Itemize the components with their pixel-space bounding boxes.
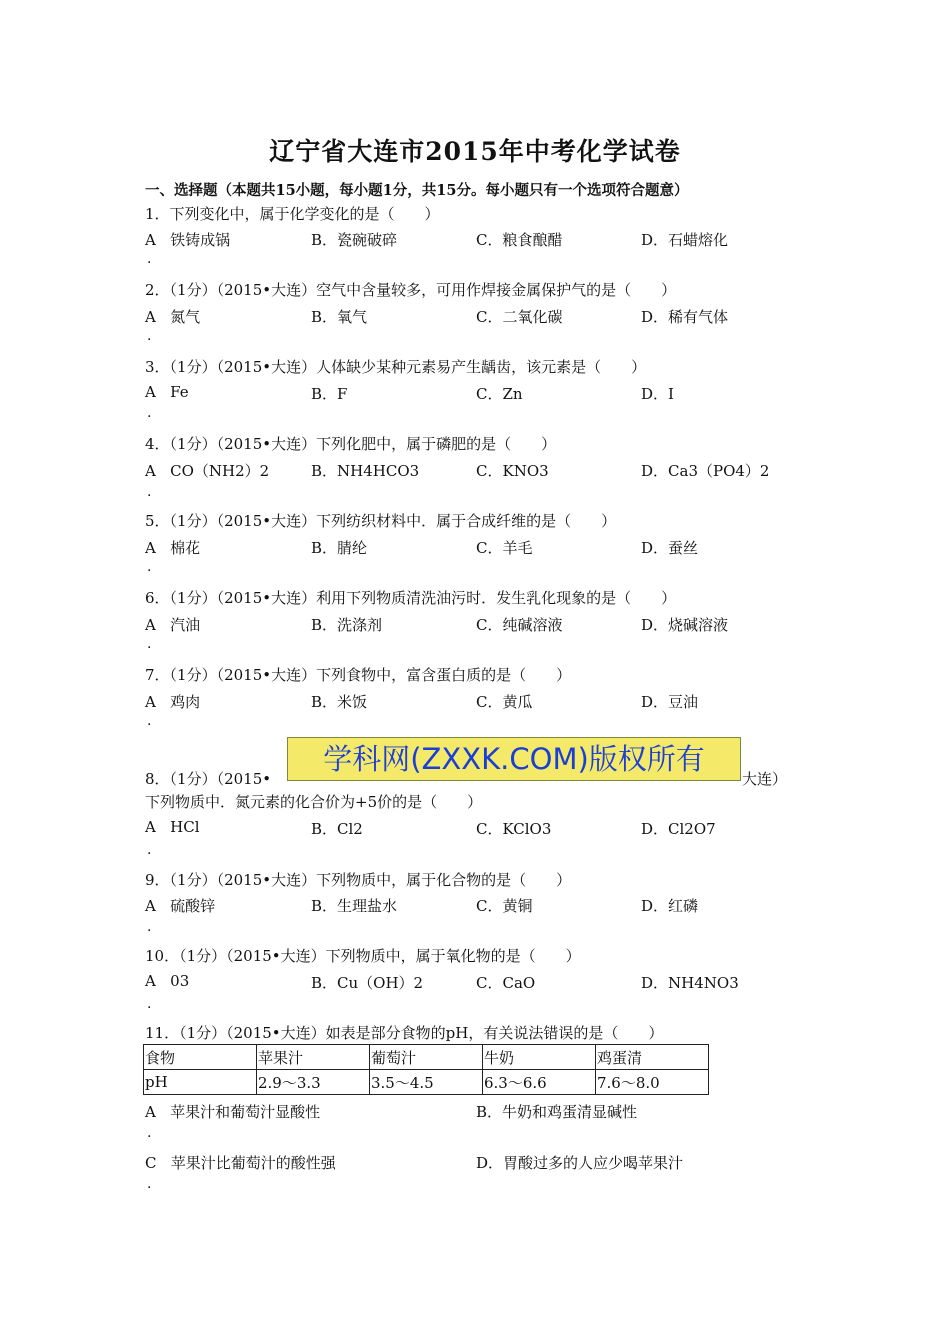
q4-option-a: A CO（NH2）2 (145, 462, 270, 480)
q1-dot: . (147, 251, 152, 267)
q10-option-a: A 03 (145, 972, 190, 990)
table-cell: 鸡蛋清 (596, 1045, 709, 1070)
q6-option-a: A 汽油 (145, 616, 201, 634)
q1-option-d: D．石蜡熔化 (641, 231, 729, 249)
question-6-stem: 6．（1分）（2015•大连）利用下列物质清洗油污时．发生乳化现象的是（ ） (145, 589, 677, 607)
watermark-banner: 学科网(ZXXK.COM)版权所有 (287, 737, 741, 781)
question-2-stem: 2．（1分）（2015•大连）空气中含量较多，可用作焊接金属保护气的是（ ） (145, 281, 677, 299)
q1-option-b: B．瓷碗破碎 (311, 231, 398, 249)
table-cell: 3.5～4.5 (370, 1070, 483, 1095)
q9-option-a: A 硫酸锌 (145, 897, 216, 915)
q9-dot: . (147, 919, 152, 935)
q8-option-a: A HCl (145, 818, 200, 836)
q10-dot: . (147, 996, 152, 1012)
q3-option-d: D．I (641, 385, 674, 403)
question-8-stem-start: 8．（1分）（2015• (145, 770, 272, 788)
q5-option-c: C．羊毛 (476, 539, 533, 557)
q9-option-d: D．红磷 (641, 897, 699, 915)
question-4-stem: 4．（1分）（2015•大连）下列化肥中，属于磷肥的是（ ） (145, 435, 557, 453)
q2-option-d: D．稀有气体 (641, 308, 729, 326)
question-8-stem-end: 大连） (742, 770, 788, 788)
q6-option-b: B．洗涤剂 (311, 616, 383, 634)
question-3-stem: 3．（1分）（2015•大连）人体缺少某种元素易产生龋齿，该元素是（ ） (145, 358, 647, 376)
q2-option-a: A 氮气 (145, 308, 201, 326)
q5-option-a: A 棉花 (145, 539, 201, 557)
q3-option-b: B．F (311, 385, 348, 403)
q6-option-c: C．纯碱溶液 (476, 616, 563, 634)
ph-table (143, 1044, 709, 1095)
table-cell: 2.9～3.3 (257, 1070, 370, 1095)
question-8-stem-line2: 下列物质中．氮元素的化合价为+5价的是（ ） (145, 793, 483, 811)
q1-option-c: C．粮食酿醋 (476, 231, 563, 249)
q2-option-b: B．氧气 (311, 308, 368, 326)
q4-option-d: D．Ca3（PO4）2 (641, 462, 770, 480)
q4-dot: . (147, 484, 152, 500)
table-cell: 苹果汁 (257, 1045, 370, 1070)
q5-dot: . (147, 559, 152, 575)
table-cell: 6.3～6.6 (483, 1070, 596, 1095)
page-title: 辽宁省大连市2015年中考化学试卷 (269, 137, 681, 166)
q11-dot-2: . (147, 1176, 152, 1192)
q10-option-b: B．Cu（OH）2 (311, 974, 424, 992)
q7-option-c: C．黄瓜 (476, 693, 533, 711)
q3-option-c: C．Zn (476, 385, 523, 403)
q2-option-c: C．二氧化碳 (476, 308, 563, 326)
q3-dot: . (147, 405, 152, 421)
q8-dot: . (147, 842, 152, 858)
table-cell: pH (144, 1070, 257, 1095)
question-11-stem: 11．（1分）（2015•大连）如表是部分食物的pH，有关说法错误的是（ ） (145, 1024, 664, 1042)
table-cell: 葡萄汁 (370, 1045, 483, 1070)
table-cell: 牛奶 (483, 1045, 596, 1070)
question-7-stem: 7．（1分）（2015•大连）下列食物中，富含蛋白质的是（ ） (145, 666, 572, 684)
q5-option-b: B．腈纶 (311, 539, 368, 557)
table-cell: 7.6～8.0 (596, 1070, 709, 1095)
q9-option-b: B．生理盐水 (311, 897, 398, 915)
q2-dot: . (147, 328, 152, 344)
section-heading: 一、选择题（本题共15小题，每小题1分，共15分。每小题只有一个选项符合题意） (145, 182, 689, 199)
q4-option-c: C．KNO3 (476, 462, 549, 480)
q6-option-d: D．烧碱溶液 (641, 616, 729, 634)
question-10-stem: 10．（1分）（2015•大连）下列物质中，属于氧化物的是（ ） (145, 947, 581, 965)
ph-table-value-row (144, 1070, 709, 1095)
q7-option-d: D．豆油 (641, 693, 699, 711)
q11-dot-1: . (147, 1125, 152, 1141)
question-9-stem: 9．（1分）（2015•大连）下列物质中，属于化合物的是（ ） (145, 871, 572, 889)
question-5-stem: 5．（1分）（2015•大连）下列纺织材料中．属于合成纤维的是（ ） (145, 512, 617, 530)
q7-dot: . (147, 713, 152, 729)
q6-dot: . (147, 636, 152, 652)
q5-option-d: D．蚕丝 (641, 539, 699, 557)
q4-option-b: B．NH4HCO3 (311, 462, 420, 480)
q7-option-a: A 鸡肉 (145, 693, 201, 711)
q10-option-d: D．NH4NO3 (641, 974, 739, 992)
q8-option-d: D．Cl2O7 (641, 820, 716, 838)
q8-option-c: C．KClO3 (476, 820, 552, 838)
ph-table-header-row (144, 1045, 709, 1070)
q1-option-a: A 铁铸成锅 (145, 231, 231, 249)
q11-option-b: B．牛奶和鸡蛋清显碱性 (476, 1103, 638, 1121)
q11-option-a: A 苹果汁和葡萄汁显酸性 (145, 1103, 321, 1121)
question-1-stem: 1．下列变化中，属于化学变化的是（ ） (145, 205, 440, 223)
q7-option-b: B．米饭 (311, 693, 368, 711)
table-cell: 食物 (144, 1045, 257, 1070)
q11-option-d: D．胃酸过多的人应少喝苹果汁 (476, 1154, 684, 1172)
q9-option-c: C．黄铜 (476, 897, 533, 915)
q11-option-c: C 苹果汁比葡萄汁的酸性强 (145, 1154, 336, 1172)
q8-option-b: B．Cl2 (311, 820, 363, 838)
q3-option-a: A Fe (145, 383, 189, 401)
q10-option-c: C．CaO (476, 974, 536, 992)
